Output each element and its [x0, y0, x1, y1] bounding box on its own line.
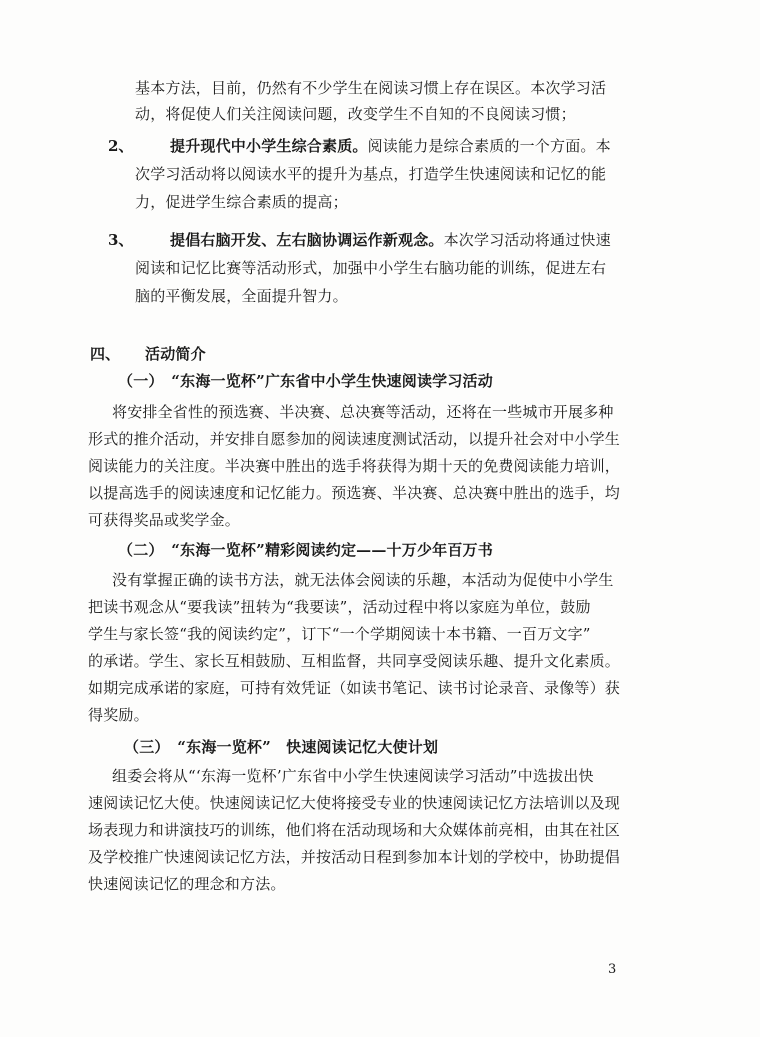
sub-2-line-2: 把读书观念从“要我读”扭转为“我要读”，活动过程中将以家庭为单位，鼓励	[88, 598, 591, 616]
goal-3-line-1-rest: 本次学习活动将通过快速	[443, 231, 611, 249]
sub-1-line-4: 以提高选手的阅读速度和记忆能力。预选赛、半决赛、总决赛中胜出的选手，均	[88, 484, 621, 502]
goal-2-line-2: 次学习活动将以阅读水平的提升为基点，打造学生快速阅读和记忆的能	[135, 165, 607, 183]
page-number: 3	[608, 962, 617, 977]
sub-3-line-3: 场表现力和讲演技巧的训练，他们将在活动现场和大众媒体前亮相，由其在社区	[88, 821, 621, 839]
sub-3-line-1: 组委会将从“‘东海一览杯’广东省中小学生快速阅读学习活动”中选拔出快	[112, 767, 594, 785]
intro-line-2: 动，将促使人们关注阅读问题，改变学生不自知的不良阅读习惯；	[135, 105, 576, 123]
goal-3-heading: 提倡右脑开发、左右脑协调运作新观念。	[170, 231, 444, 249]
section-4-number: 四、	[90, 345, 121, 363]
sub-2-line-5: 如期完成承诺的家庭，可持有效凭证（如读书笔记、读书讨论录音、录像等）获	[88, 679, 621, 697]
sub-1-line-1: 将安排全省性的预选赛、半决赛、总决赛等活动，还将在一些城市开展多种	[112, 403, 614, 421]
goal-3-line-1	[170, 230, 611, 250]
sub-2-line-1: 没有掌握正确的读书方法，就无法体会阅读的乐趣，本活动为促使中小学生	[112, 571, 614, 589]
intro-line-1: 基本方法，目前，仍然有不少学生在阅读习惯上存在误区。本次学习活	[135, 79, 607, 97]
sub-3-line-2: 速阅读记忆大使。快速阅读记忆大使将接受专业的快速阅读记忆方法培训以及现	[88, 794, 621, 812]
goal-2-number: 2、	[108, 137, 134, 155]
sub-2-line-3: 学生与家长签“我的阅读约定”，订下“一个学期阅读十本书籍、一百万文字”	[88, 625, 591, 643]
goal-2-line-1-rest: 阅读能力是综合素质的一个方面。本	[367, 137, 611, 155]
sub-3-line-4: 及学校推广快速阅读记忆方法，并按活动日程到参加本计划的学校中，协助提倡	[88, 848, 621, 866]
goal-2-line-1	[170, 136, 611, 156]
goal-3-line-3: 脑的平衡发展，全面提升智力。	[135, 287, 348, 305]
sub-1-heading: （一） “东海一览杯”广东省中小学生快速阅读学习活动	[118, 372, 493, 390]
sub-2-heading: （二） “东海一览杯”精彩阅读约定——十万少年百万书	[118, 541, 493, 559]
sub-2-line-6: 得奖励。	[88, 706, 149, 724]
sub-1-line-3: 阅读能力的关注度。半决赛中胜出的选手将获得为期十天的免费阅读能力培训，	[88, 457, 621, 475]
sub-3-heading: （三） “东海一览杯” 快速阅读记忆大使计划	[124, 738, 439, 756]
goal-3-number: 3、	[108, 231, 134, 249]
sub-3-line-5: 快速阅读记忆的理念和方法。	[88, 875, 286, 893]
goal-3-line-2: 阅读和记忆比赛等活动形式，加强中小学生右脑功能的训练，促进左右	[135, 259, 607, 277]
sub-2-line-4: 的承诺。学生、家长互相鼓励、互相监督，共同享受阅读乐趣、提升文化素质。	[88, 652, 621, 670]
goal-2-line-3: 力，促进学生综合素质的提高；	[135, 193, 348, 211]
goal-2-heading: 提升现代中小学生综合素质。	[170, 137, 368, 155]
sub-1-line-2: 形式的推介活动，并安排自愿参加的阅读速度测试活动，以提升社会对中小学生	[88, 430, 621, 448]
sub-1-line-5: 可获得奖品或奖学金。	[88, 511, 241, 529]
section-4-title: 活动简介	[145, 345, 206, 363]
